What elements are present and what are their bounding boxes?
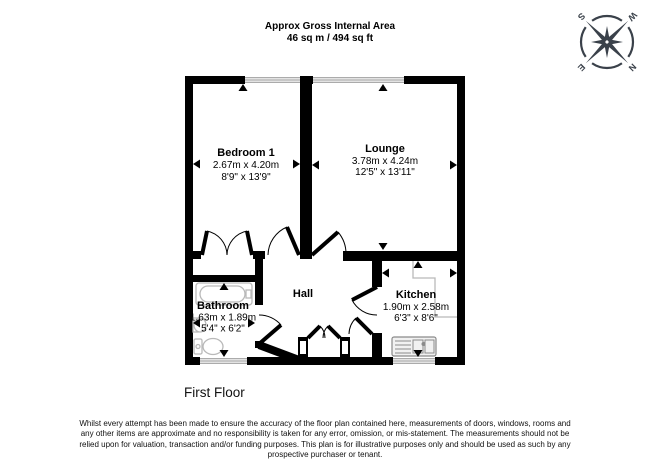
cupboard-door	[349, 318, 372, 334]
bathroom-name: Bathroom	[197, 300, 249, 312]
stub-recess-right	[342, 341, 348, 354]
stub-recess-left	[300, 341, 306, 354]
room-label-bedroom-1	[213, 147, 279, 183]
lounge-door	[312, 232, 346, 255]
entry-double-door	[308, 326, 340, 338]
bedroom-metric: 2.67m x 4.20m	[212, 160, 280, 171]
compass-s: S	[575, 10, 588, 23]
floor-label: First Floor	[184, 385, 245, 400]
bedroom-window	[245, 78, 300, 82]
disclaimer-line: prospective purchaser or tenant.	[267, 450, 383, 460]
lounge-name: Lounge	[365, 143, 405, 155]
lounge-window	[313, 78, 404, 82]
room-label-lounge	[352, 143, 418, 178]
room-label-hall	[293, 288, 313, 300]
compass-icon	[550, 0, 650, 99]
bedroom-door	[268, 227, 299, 255]
disclaimer-line: Whilst every attempt has been made to ensure the accuracy of the floor plan contained here, measurements of doors, windows, rooms and	[79, 419, 571, 428]
bedroom-imperial: 8'9" x 13'9"	[221, 172, 271, 183]
room-label-kitchen	[383, 289, 449, 324]
toilet-icon	[194, 339, 223, 355]
hall-name: Hall	[292, 288, 314, 300]
compass-n: N	[626, 61, 639, 74]
kitchen-door	[352, 287, 377, 315]
compass-e: E	[575, 61, 588, 74]
kitchen-name: Kitchen	[395, 289, 437, 301]
disclaimer-line: relied upon for valuation, transaction and/or funding purposes. This plan is for illustrative purposes only and should be used as such by any	[79, 439, 571, 449]
kitchen-imperial: 6'3" x 8'6"	[394, 313, 438, 324]
bathroom-window	[200, 359, 247, 363]
bedroom-name: Bedroom 1	[217, 147, 275, 159]
gross-area-title: Approx Gross Internal Area	[264, 21, 396, 32]
kitchen-sink-icon	[392, 337, 436, 356]
gross-area-value: 46 sq m / 494 sq ft	[286, 33, 374, 44]
bathroom-door	[259, 315, 281, 344]
bathroom-metric: 1.63m x 1.89m	[189, 312, 257, 324]
kitchen-window	[393, 359, 435, 363]
lounge-metric: 3.78m x 4.24m	[351, 156, 419, 167]
compass-w: W	[625, 10, 639, 24]
disclaimer-line: any other items are approximate and no responsibility is taken for any error, omission, or mis-statement. The measurements should not be	[80, 429, 570, 439]
lounge-imperial: 12'5" x 13'11"	[355, 167, 415, 178]
closet-double-door	[202, 231, 252, 255]
bathroom-imperial: 5'4" x 6'2"	[201, 323, 245, 335]
kitchen-metric: 1.90m x 2.58m	[382, 302, 450, 313]
disclaimer	[10, 419, 640, 461]
